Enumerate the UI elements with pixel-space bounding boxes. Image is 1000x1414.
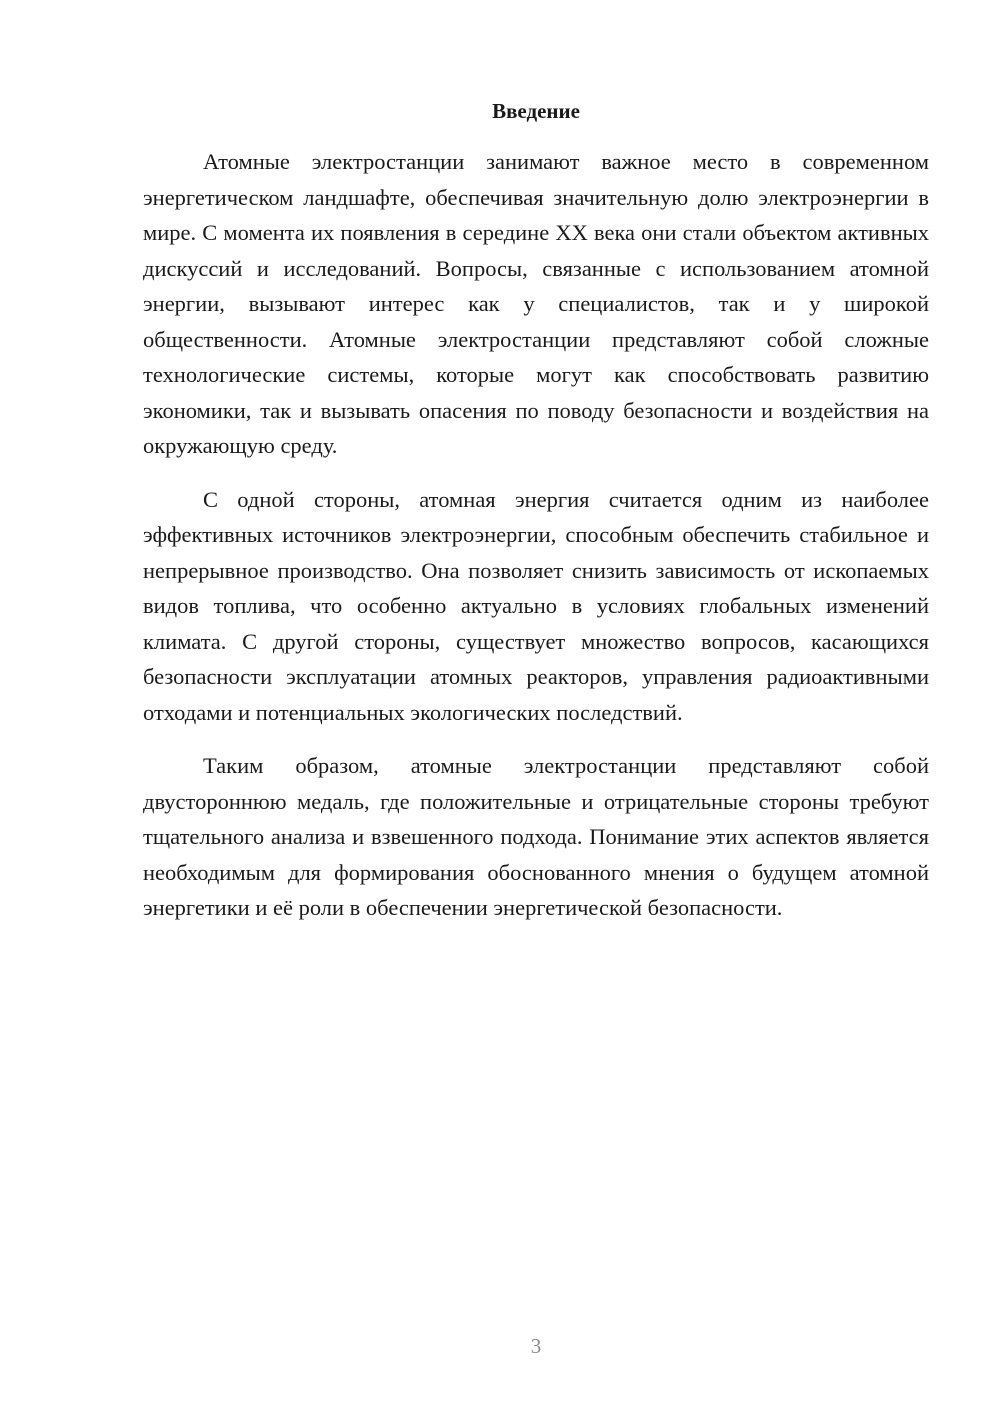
paragraph-conclusion: Таким образом, атомные электростанции представляют собой двустороннюю медаль, где положительные и отрицательные стороны требуют тщательного анализа и взвешенного подхода. Понимание этих аспектов является необходимым для формирования обоснованного мнения о будущем атомной энергетики и её роли в обеспечении энергетической безопасности. bbox=[143, 753, 929, 920]
page-content bbox=[143, 96, 929, 944]
page-number: 3 bbox=[530, 1334, 542, 1358]
section-title: Введение bbox=[492, 99, 580, 123]
paragraph-intro: Атомные электростанции занимают важное место в современном энергетическом ландшафте, обеспечивая значительную долю электроэнергии в мире. С момента их появления в середине XX века они стали объектом активных дискуссий и исследований. Вопросы, связанные с использованием атомной энергии, вызывают интерес как у специалистов, так и у широкой общественности. Атомные электростанции представляют собой сложные технологические системы, которые могут как способствовать развитию экономики, так и вызывать опасения по поводу безопасности и воздействия на окружающую среду. bbox=[143, 149, 929, 458]
paragraph-pros-cons: С одной стороны, атомная энергия считается одним из наиболее эффективных источников электроэнергии, способным обеспечить стабильное и непрерывное производство. Она позволяет снизить зависимость от ископаемых видов топлива, что особенно актуально в условиях глобальных изменений климата. С другой стороны, существует множество вопросов, касающихся безопасности эксплуатации атомных реакторов, управления радиоактивными отходами и потенциальных экологических последствий. bbox=[143, 486, 929, 725]
